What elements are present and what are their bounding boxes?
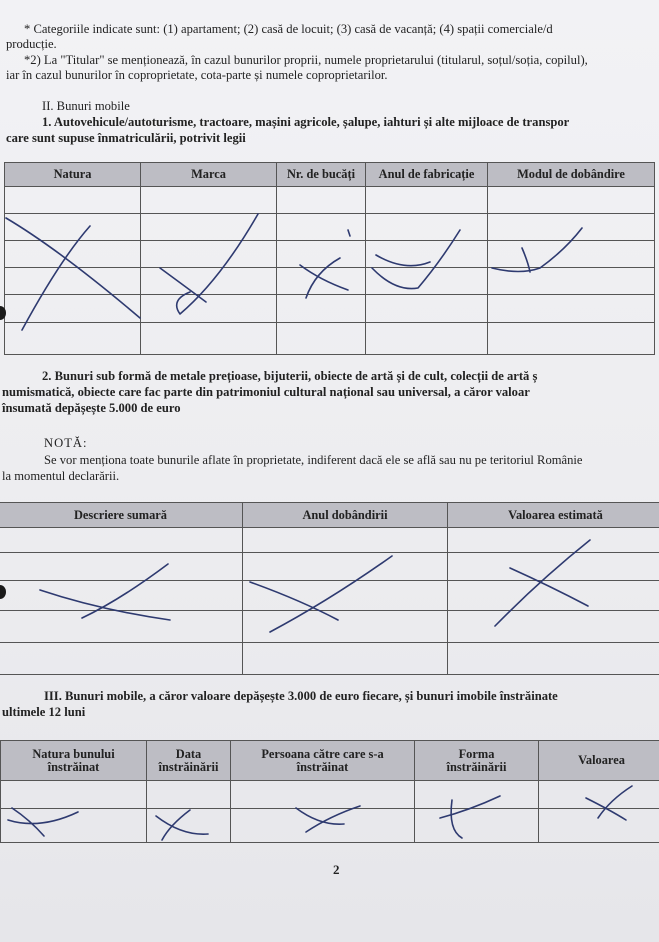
section-2-sub1-line-2: care sunt supuse înmatriculării, potrivit legii [6, 131, 246, 145]
table-row [0, 581, 659, 611]
vehicles-table [4, 162, 655, 355]
note-2-line-1: *2) La "Titular" se menționează, în cazul bunurilor proprii, numele proprietarului (titularul, soțul/soția, copilul), [24, 53, 588, 67]
section-2-sub1-line-1: 1. Autovehicule/autoturisme, tractoare, mașini agricole, șalupe, iahturi și alte mijloace de transpor [42, 115, 570, 129]
col-header-data-instrainarii: Data înstrăinării [147, 741, 231, 781]
col-header-nr-bucati: Nr. de bucăți [277, 163, 366, 187]
table-row [5, 187, 655, 214]
col-header-descriere: Descriere sumară [0, 503, 243, 528]
table-row [0, 611, 659, 643]
col-header-anul-dobandirii: Anul dobândirii [243, 503, 448, 528]
section-3-heading-line-1: III. Bunuri mobile, a căror valoare depășește 3.000 de euro fiecare, și bunuri imobile înstrăinate [44, 689, 558, 703]
table-row [5, 295, 655, 323]
table-row [1, 809, 659, 843]
section-2-sub2-line-3: însumată depășește 5.000 de euro [2, 401, 181, 415]
note-1-line-1: * Categoriile indicate sunt: (1) apartament; (2) casă de locuit; (3) casă de vacanță; (4) spații comerciale/d [24, 22, 553, 36]
col-header-persoana: Persoana către care s-a înstrăinat [231, 741, 415, 781]
col-header-forma-instrainarii: Forma înstrăinării [415, 741, 539, 781]
table-row [1, 781, 659, 809]
col-header-marca: Marca [141, 163, 277, 187]
section-2-heading: II. Bunuri mobile [42, 99, 130, 113]
col-header-valoarea: Valoarea [539, 741, 659, 781]
note-1-line-2: producție. [6, 37, 57, 51]
table-row [0, 528, 659, 553]
note-2-line-2: iar în cazul bunurilor în coproprietate, cota-parte și numele coproprietarilor. [6, 68, 388, 82]
nota-label: NOTĂ: [44, 436, 88, 450]
table-row [5, 268, 655, 295]
col-header-valoarea-estimata: Valoarea estimată [448, 503, 659, 528]
col-header-natura: Natura [5, 163, 141, 187]
nota-line-1: Se vor menționa toate bunurile aflate în proprietate, indiferent dacă ele se află sau nu pe teritoriul Românie [44, 453, 583, 467]
section-2-sub2-line-1: 2. Bunuri sub formă de metale prețioase, bijuterii, obiecte de artă și de cult, colecții de artă ș [42, 369, 538, 383]
table-row [5, 241, 655, 268]
valuables-table [0, 502, 659, 675]
col-header-anul-fabricatie: Anul de fabricație [366, 163, 488, 187]
col-header-natura-bunului: Natura bunului înstrăinat [1, 741, 147, 781]
section-3-heading-line-2: ultimele 12 luni [2, 705, 86, 719]
section-2-sub2-line-2: numismatică, obiecte care fac parte din patrimoniul cultural național sau universal, a căror valoar [2, 385, 530, 399]
table-row [5, 214, 655, 241]
alienated-goods-table [0, 740, 659, 843]
col-header-modul-dobandire: Modul de dobândire [488, 163, 655, 187]
table-row [0, 643, 659, 675]
nota-line-2: la momentul declarării. [2, 469, 120, 483]
table-row [0, 553, 659, 581]
page-number: 2 [333, 862, 340, 877]
table-row [5, 323, 655, 355]
